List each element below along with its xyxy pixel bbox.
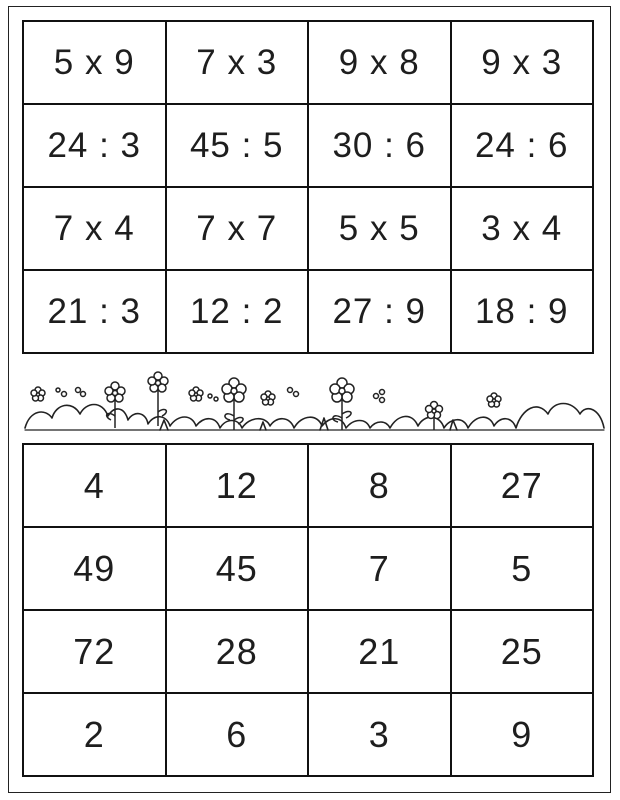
problem-card[interactable]: 7 x 7	[167, 188, 310, 271]
problem-card[interactable]: 7 x 3	[167, 22, 310, 105]
problem-card[interactable]: 45 : 5	[167, 105, 310, 188]
answer-card[interactable]: 8	[309, 445, 452, 528]
answer-card[interactable]: 5	[452, 528, 595, 611]
flower-border-icon	[20, 370, 610, 440]
problem-card[interactable]: 21 : 3	[24, 271, 167, 354]
answers-grid	[22, 443, 594, 777]
answer-card[interactable]: 49	[24, 528, 167, 611]
answer-card[interactable]: 28	[167, 611, 310, 694]
problem-card[interactable]: 7 x 4	[24, 188, 167, 271]
problem-card[interactable]: 24 : 3	[24, 105, 167, 188]
answer-card[interactable]: 21	[309, 611, 452, 694]
problems-grid	[22, 20, 594, 354]
answer-card[interactable]: 45	[167, 528, 310, 611]
problem-card[interactable]: 5 x 5	[309, 188, 452, 271]
answer-card[interactable]: 9	[452, 694, 595, 777]
problem-card[interactable]: 3 x 4	[452, 188, 595, 271]
answer-card[interactable]: 2	[24, 694, 167, 777]
problem-card[interactable]: 9 x 3	[452, 22, 595, 105]
problem-card[interactable]: 27 : 9	[309, 271, 452, 354]
problem-card[interactable]: 12 : 2	[167, 271, 310, 354]
problem-card[interactable]: 24 : 6	[452, 105, 595, 188]
answer-card[interactable]: 12	[167, 445, 310, 528]
problem-card[interactable]: 30 : 6	[309, 105, 452, 188]
problem-card[interactable]: 18 : 9	[452, 271, 595, 354]
answer-card[interactable]: 27	[452, 445, 595, 528]
answer-card[interactable]: 7	[309, 528, 452, 611]
answer-card[interactable]: 25	[452, 611, 595, 694]
problem-card[interactable]: 5 x 9	[24, 22, 167, 105]
answer-card[interactable]: 4	[24, 445, 167, 528]
problem-card[interactable]: 9 x 8	[309, 22, 452, 105]
answer-card[interactable]: 6	[167, 694, 310, 777]
answer-card[interactable]: 72	[24, 611, 167, 694]
answer-card[interactable]: 3	[309, 694, 452, 777]
